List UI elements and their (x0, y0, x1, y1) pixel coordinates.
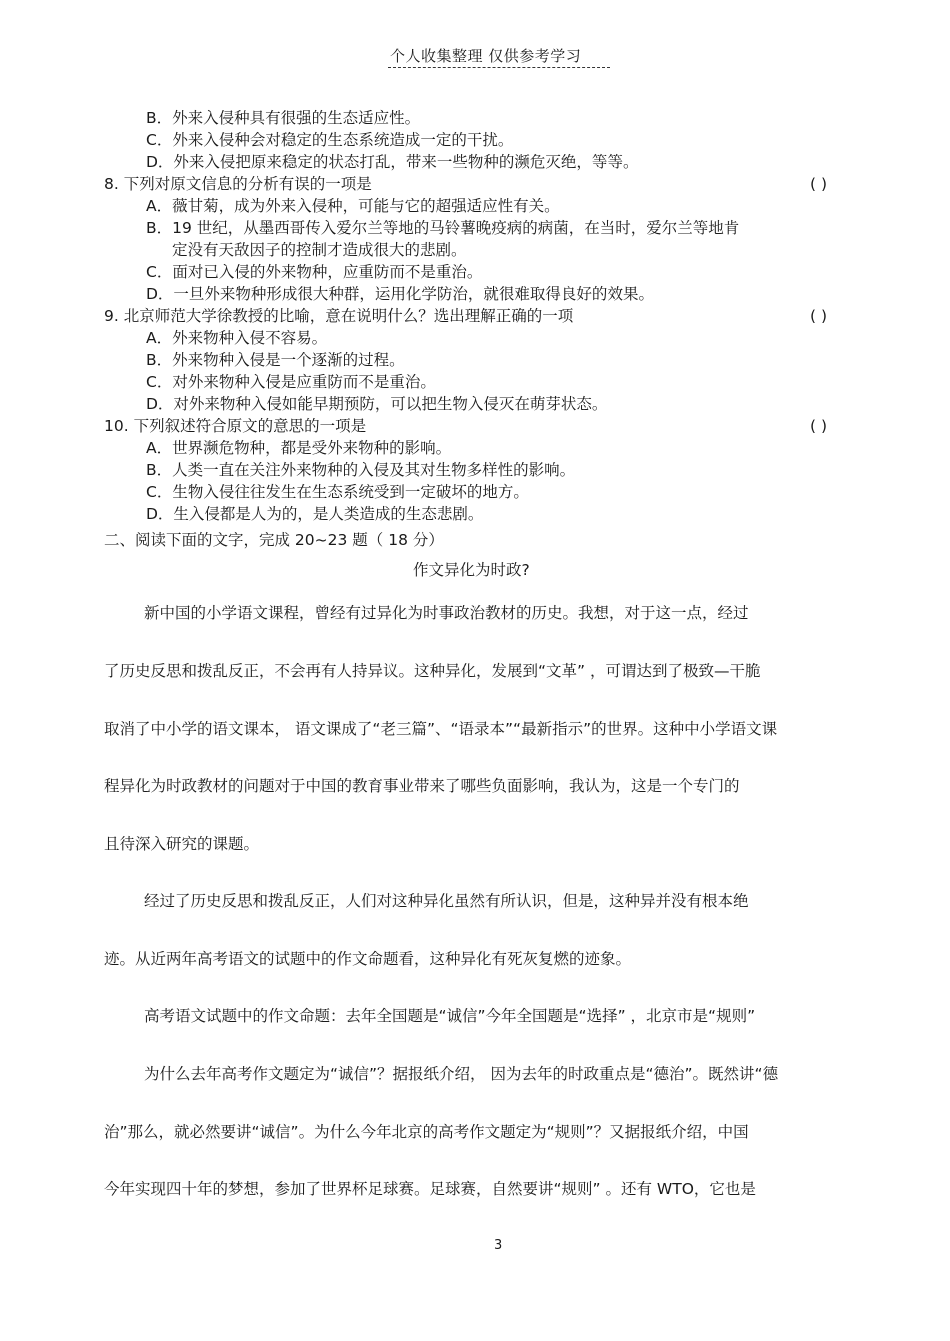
q10-option-b: B．人类一直在关注外来物种的入侵及其对生物多样性的影响。 (146, 461, 576, 479)
q10-option-c: C．生物入侵往往发生在生态系统受到一定破坏的地方。 (146, 483, 529, 501)
article-line: 且待深入研究的课题。 (104, 835, 260, 853)
article-line: 了历史反思和拨乱反正，不会再有人持异议。这种异化，发展到“文革” ，可谓达到了极致—干脆 (104, 662, 761, 680)
q10-option-d: D．生入侵都是人为的，是人类造成的生态悲剧。 (146, 505, 484, 523)
article-line: 新中国的小学语文课程，曾经有过异化为时事政治教材的历史。我想，对于这一点，经过 (144, 604, 749, 622)
article-line: 迹。从近两年高考语文的试题中的作文命题看，这种异化有死灰复燃的迹象。 (104, 950, 632, 968)
page-number: 3 (494, 1238, 503, 1253)
q9-option-b: B．外来物种入侵是一个逐渐的过程。 (146, 351, 405, 369)
q10-answer-blank: ( ) (810, 417, 828, 435)
q9-answer-blank: ( ) (810, 307, 828, 325)
article-title: 作文异化为时政? (413, 561, 530, 579)
q9-stem: 9. 北京师范大学徐教授的比喻，意在说明什么？选出理解正确的一项 (104, 307, 574, 325)
q8-option-d: D．一旦外来物种形成很大种群，运用化学防治，就很难取得良好的效果。 (146, 285, 654, 303)
article-line: 经过了历史反思和拨乱反正，人们对这种异化虽然有所认识，但是，这种异并没有根本绝 (144, 892, 749, 910)
q8-option-c: C．面对已入侵的外来物种，应重防而不是重治。 (146, 263, 483, 281)
q10-option-a: A．世界濒危物种，都是受外来物种的影响。 (146, 439, 452, 457)
q9-option-a: A．外来物种入侵不容易。 (146, 329, 328, 347)
article-line: 今年实现四十年的梦想，参加了世界杯足球赛。足球赛，自然要讲“规则” 。还有 WTO，它也是 (104, 1180, 756, 1198)
article-line: 高考语文试题中的作文命题：去年全国题是“诚信”今年全国题是“选择” ，北京市是“规则” (144, 1007, 756, 1025)
article-line: 取消了中小学的语文课本， 语文课成了“老三篇”、“语录本”“最新指示”的世界。这种中小学语文课 (104, 720, 778, 738)
q9-option-d: D．对外来物种入侵如能早期预防，可以把生物入侵灭在萌芽状态。 (146, 395, 608, 413)
q8-answer-blank: ( ) (810, 175, 828, 193)
q8-option-b: B．19 世纪，从墨西哥传入爱尔兰等地的马铃薯晚疫病的病菌，在当时，爱尔兰等地肯 (146, 219, 740, 237)
q7-option-c: C．外来入侵种会对稳定的生态系统造成一定的干扰。 (146, 131, 514, 149)
q9-option-c: C．对外来物种入侵是应重防而不是重治。 (146, 373, 436, 391)
q7-option-d: D．外来入侵把原来稳定的状态打乱，带来一些物种的濒危灭绝，等等。 (146, 153, 639, 171)
article-line: 为什么去年高考作文题定为“诚信”？据报纸介绍， 因为去年的时政重点是“德治”。既然讲“德 (144, 1065, 779, 1083)
article-line: 治”那么，就必然要讲“诚信”。为什么今年北京的高考作文题定为“规则”？又据报纸介绍，中国 (104, 1123, 749, 1141)
section-heading: 二、阅读下面的文字，完成 20~23 题（ 18 分） (104, 531, 444, 549)
q8-option-a: A．薇甘菊，成为外来入侵种，可能与它的超强适应性有关。 (146, 197, 560, 215)
q8-option-b-cont: 定没有天敌因子的控制才造成很大的悲剧。 (172, 241, 467, 259)
page-header: 个人收集整理 仅供参考学习 (390, 47, 582, 65)
article-line: 程异化为时政教材的问题对于中国的教育事业带来了哪些负面影响，我认为，这是一个专门的 (104, 777, 740, 795)
q10-stem: 10. 下列叙述符合原文的意思的一项是 (104, 417, 367, 435)
q7-option-b: B．外来入侵种具有很强的生态适应性。 (146, 109, 421, 127)
q8-stem: 8. 下列对原文信息的分析有误的一项是 (104, 175, 372, 193)
header-divider (388, 67, 610, 68)
